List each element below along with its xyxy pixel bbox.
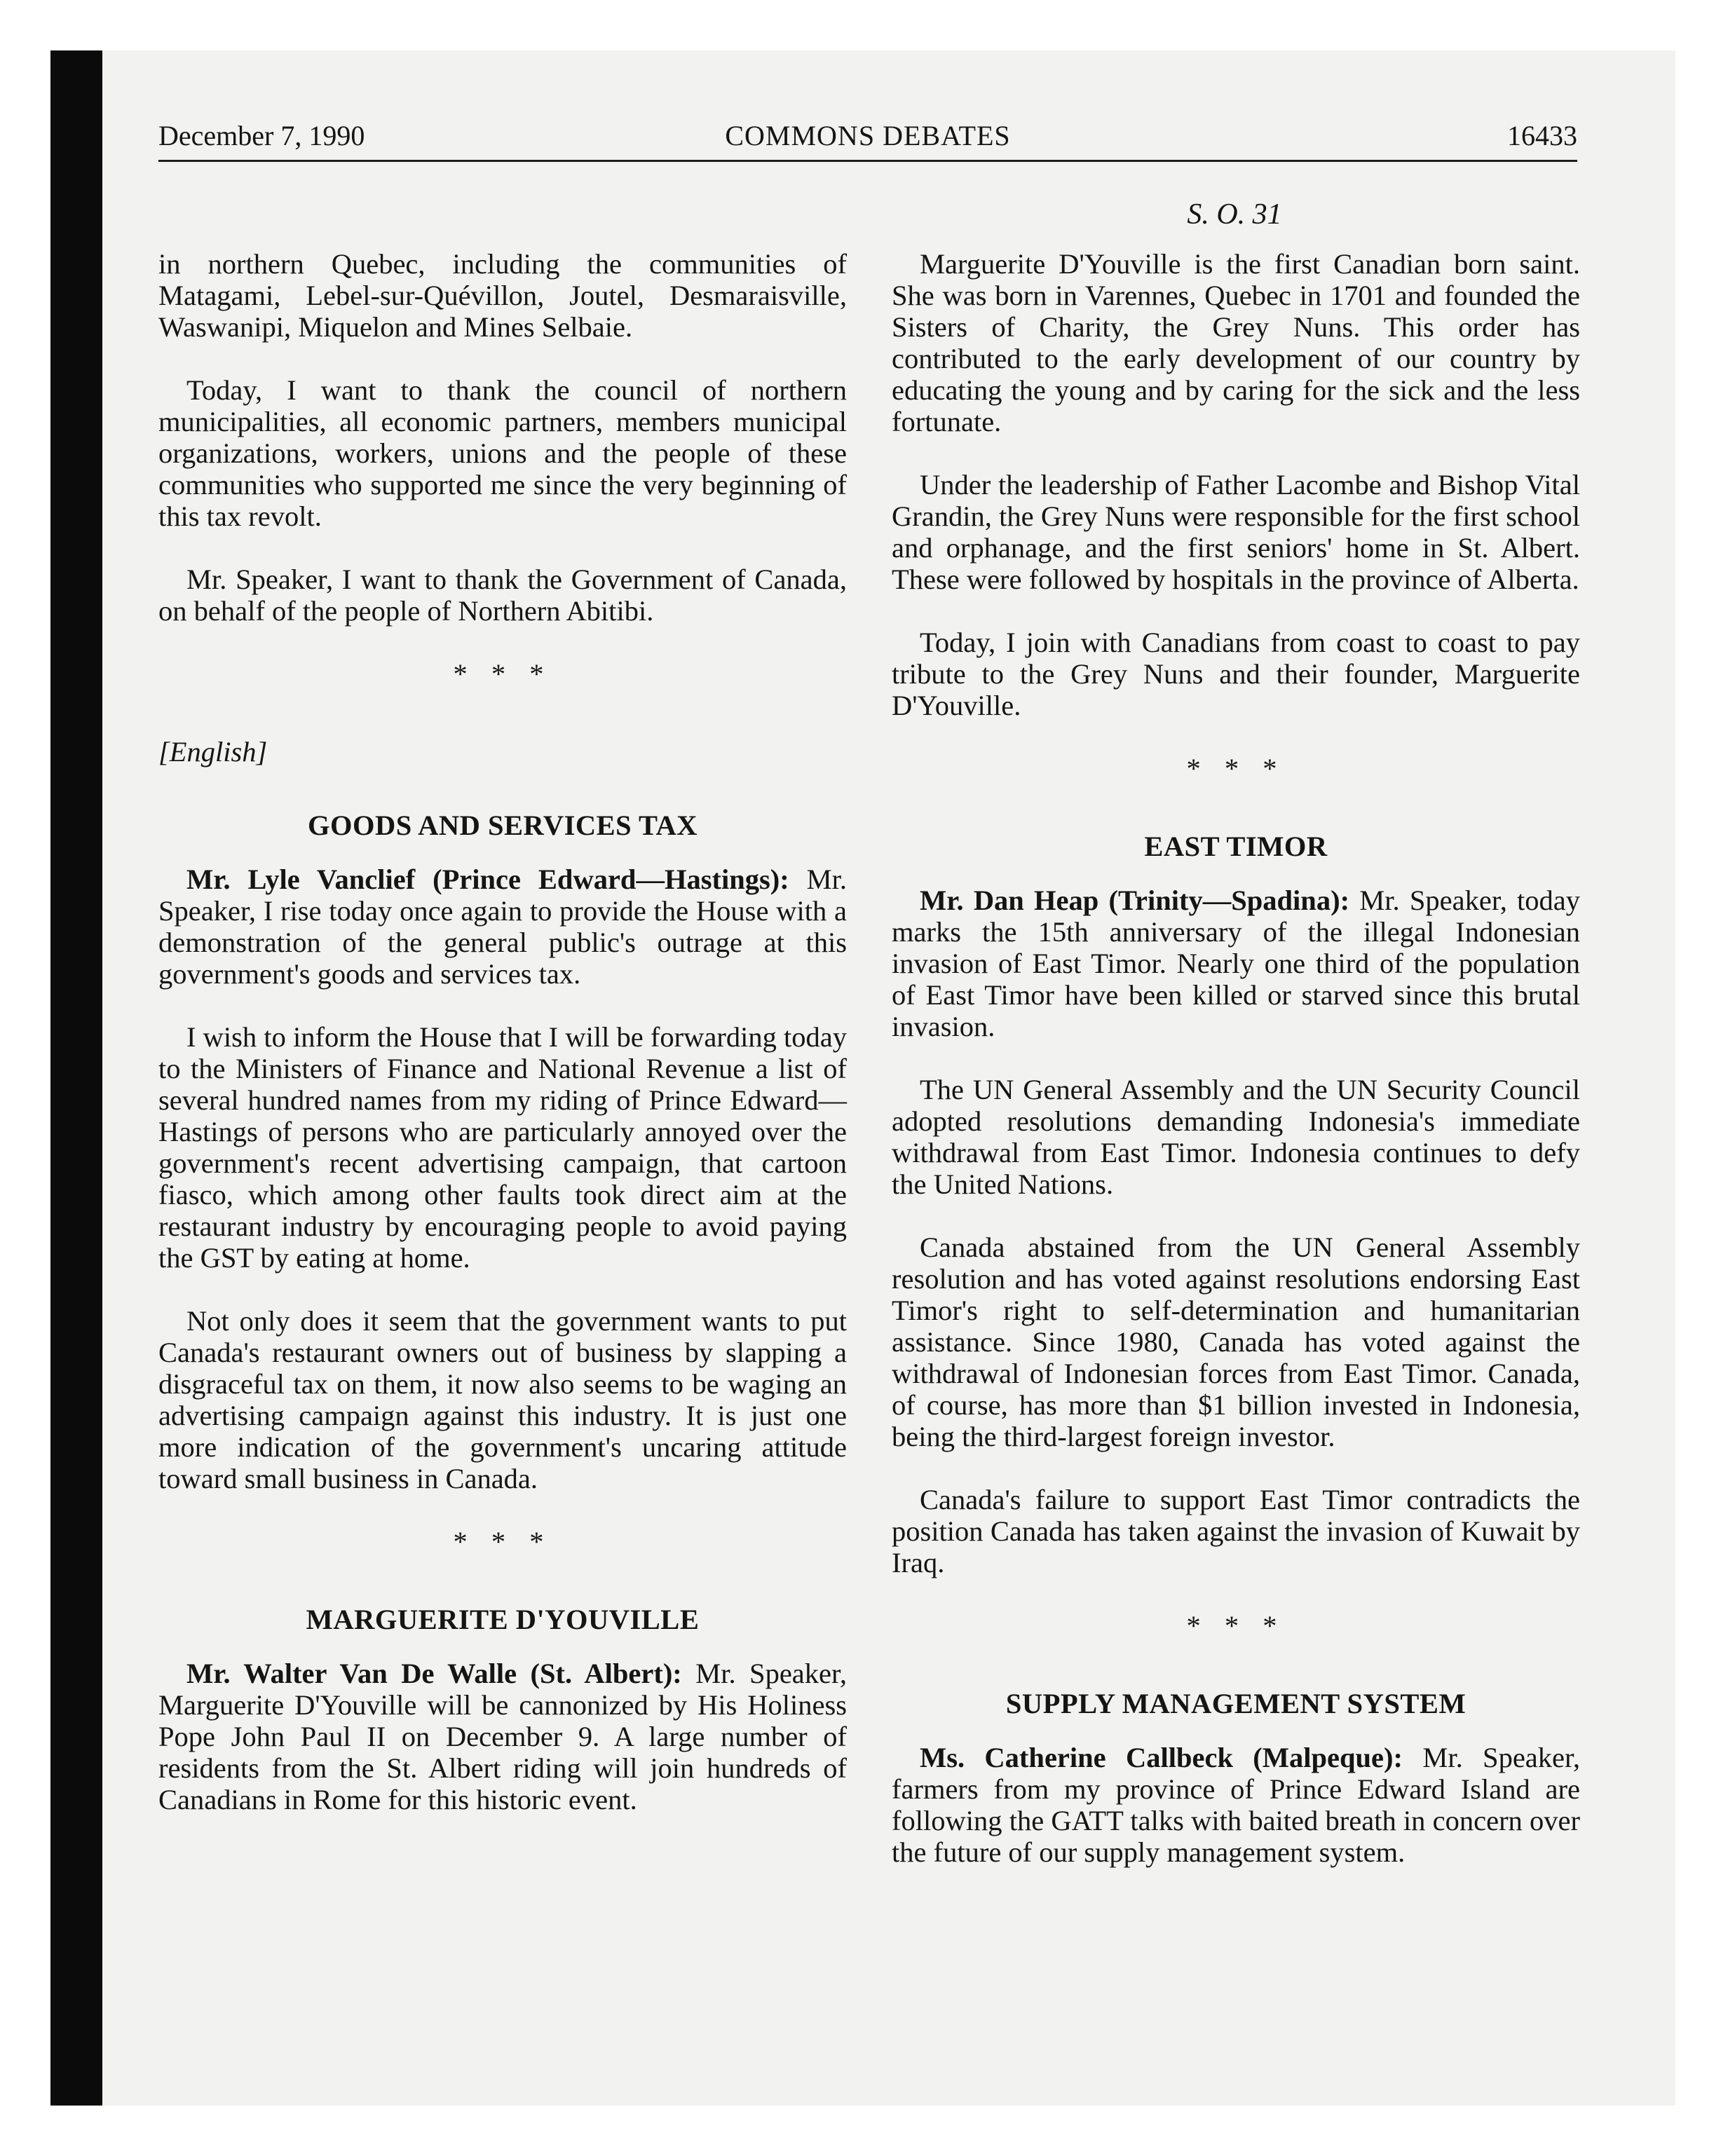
paragraph: Canada's failure to support East Timor contradicts the position Canada has taken against the invasion of Kuwait by Iraq. xyxy=(892,1484,1580,1578)
paragraph: Under the leadership of Father Lacombe and Bishop Vital Grandin, the Grey Nuns were responsible for the first school and orphanage, and the first seniors' home in St. Albert. These were followed by hospitals in the province of Alberta. xyxy=(892,469,1580,595)
speaker-name: Mr. Walter Van De Walle (St. Albert): xyxy=(186,1658,682,1689)
language-tag: [English] xyxy=(158,736,268,767)
paragraph: Today, I want to thank the council of northern municipalities, all economic partners, members municipal organizations, workers, unions and the people of these communities who supported me since the very beginning of this tax revolt. xyxy=(158,374,847,532)
paragraph: Canada abstained from the UN General Assembly resolution and has voted against resolutions endorsing East Timor's right to self-determination and humanitarian assistance. Since 1980, Canada has voted against the withdrawal of Indonesian forces from East Timor. Canada, of course, has more than $1 billion invested in Indonesia, being the third-largest foreign investor. xyxy=(892,1231,1580,1452)
paragraph: The UN General Assembly and the UN Security Council adopted resolutions demanding Indonesia's immediate withdrawal from East Timor. Indonesia continues to defy the United Nations. xyxy=(892,1074,1580,1200)
statement-paragraph xyxy=(158,1658,847,1815)
speaker-name: Mr. Dan Heap (Trinity—Spadina): xyxy=(920,885,1350,916)
statement-text: Mr. Speaker, I rise today once again to provide the House with a demonstration of the general public's outrage at this government's goods and services tax. xyxy=(158,864,848,990)
section-marker: S. O. 31 xyxy=(1187,198,1282,231)
statement-text: Mr. Speaker, farmers from my province of Prince Edward Island are following the GATT talks with baited breath in concern over the future of our supply management system. xyxy=(892,1742,1580,1868)
paragraph: Marguerite D'Youville is the first Canadian born saint. She was born in Varennes, Quebec in 1701 and founded the Sisters of Charity, the Grey Nuns. This order has contributed to the early development of our country by educating the young and by caring for the sick and the less fortunate. xyxy=(892,248,1580,437)
statement-text: Mr. Speaker, today marks the 15th anniversary of the illegal Indonesian invasion of East Timor. Nearly one third of the population of East Timor have been killed or starved since this brutal invasion. xyxy=(892,885,1581,1042)
section-separator: * * * xyxy=(1186,1610,1286,1642)
paragraph: Mr. Speaker, I want to thank the Government of Canada, on behalf of the people of Northern Abitibi. xyxy=(158,564,847,627)
paragraph: Today, I join with Canadians from coast to coast to pay tribute to the Grey Nuns and their founder, Marguerite D'Youville. xyxy=(892,627,1580,721)
page-number: 16433 xyxy=(1507,120,1577,151)
section-heading: MARGUERITE D'YOUVILLE xyxy=(306,1604,700,1635)
section-separator: * * * xyxy=(1186,753,1286,784)
paragraph: Not only does it seem that the government wants to put Canada's restaurant owners out of business by slapping a disgraceful tax on them, it now also seems to be waging an advertising campaign against this industry. It is just one more indication of the government's uncaring attitude toward small business in Canada. xyxy=(158,1305,847,1494)
section-separator: * * * xyxy=(453,1526,552,1557)
right-column xyxy=(892,248,1580,1899)
binding-edge xyxy=(50,50,102,2106)
section-heading: GOODS AND SERVICES TAX xyxy=(307,810,698,841)
statement-paragraph xyxy=(892,885,1580,1042)
statement-paragraph xyxy=(158,864,847,990)
statement-paragraph xyxy=(892,1742,1580,1868)
statement-text: Mr. Speaker, Marguerite D'Youville will be cannonized by His Holiness Pope John Paul II on December 9. A large number of residents from the St. Albert riding will join hundreds of Canadians in Rome for this historic event. xyxy=(158,1658,847,1815)
paragraph: in northern Quebec, including the communities of Matagami, Lebel-sur-Quévillon, Joutel, Desmaraisville, Waswanipi, Miquelon and Mines Selbaie. xyxy=(158,248,847,343)
section-heading: SUPPLY MANAGEMENT SYSTEM xyxy=(1005,1688,1467,1719)
speaker-name: Ms. Catherine Callbeck (Malpeque): xyxy=(920,1742,1403,1773)
section-heading: EAST TIMOR xyxy=(1144,831,1328,862)
paragraph: I wish to inform the House that I will be forwarding today to the Ministers of Finance and National Revenue a list of several hundred names from my riding of Prince Edward—Hastings of persons who are particularly annoyed over the government's recent advertising campaign, that cartoon fiasco, which among other faults took direct aim at the restaurant industry by encouraging people to avoid paying the GST by eating at home. xyxy=(158,1021,847,1274)
left-column xyxy=(158,248,847,1847)
section-separator: * * * xyxy=(453,658,552,690)
running-header xyxy=(158,119,1577,161)
speaker-name: Mr. Lyle Vanclief (Prince Edward—Hastings): xyxy=(186,864,789,895)
header-title: COMMONS DEBATES xyxy=(725,120,1011,151)
header-date: December 7, 1990 xyxy=(158,120,365,151)
header-rule xyxy=(158,160,1577,162)
